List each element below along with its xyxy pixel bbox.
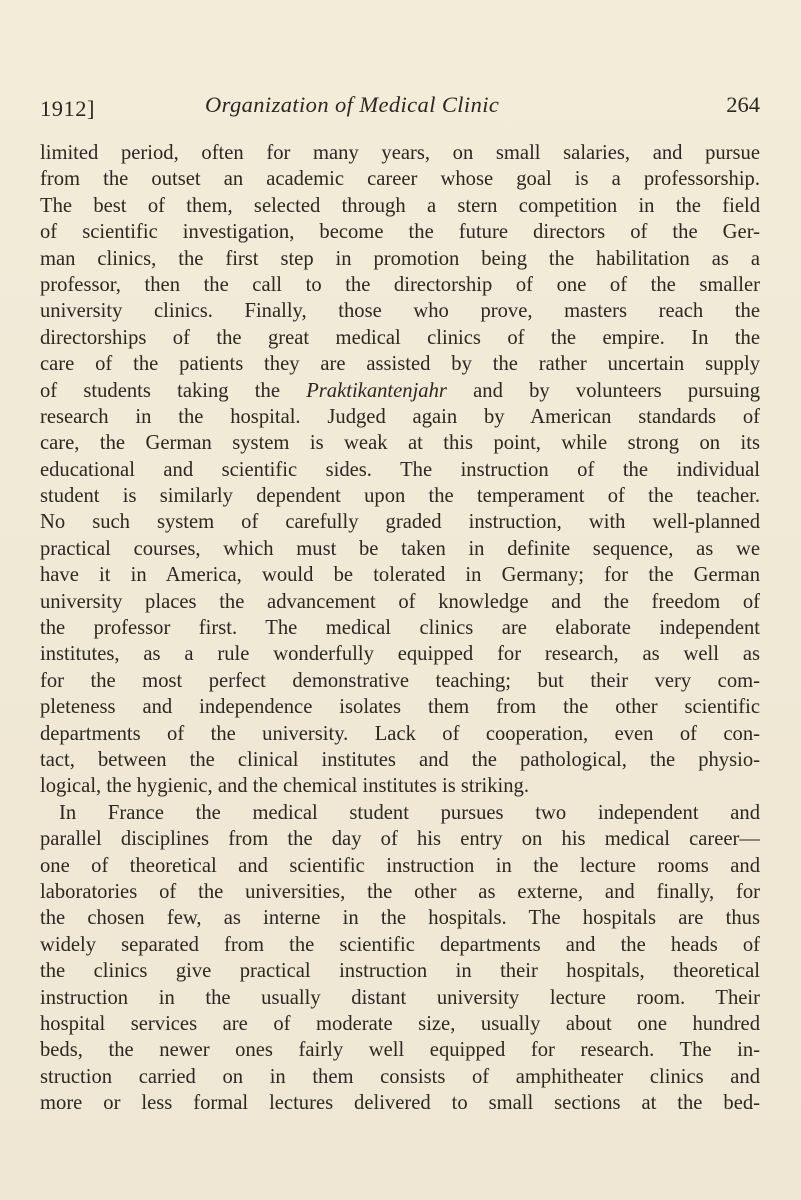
text-line: departments of the university. Lack of cooperation, even of con- xyxy=(40,722,760,745)
running-head-title: Organization of Medical Clinic xyxy=(205,92,500,117)
text-line: man clinics, the first step in promotion being the habilitation as a xyxy=(40,247,760,270)
text-line: care, the German system is weak at this point, while strong on its xyxy=(40,432,760,455)
running-head-year: 1912] xyxy=(40,96,95,121)
text-line: care of the patients they are assisted by the rather uncertain supply xyxy=(40,353,760,376)
text-line: more or less formal lectures delivered to small sections at the bed- xyxy=(40,1092,760,1115)
page-number: 264 xyxy=(726,92,760,117)
text-line: parallel disciplines from the day of his entry on his medical career— xyxy=(40,828,760,851)
text-line: of students taking the Praktikantenjahr and by volunteers pursuing xyxy=(40,379,760,402)
text-line: directorships of the great medical clinics of the empire. In the xyxy=(40,326,760,349)
italic-term: Praktikantenjahr xyxy=(306,379,447,402)
text-line: widely separated from the scientific departments and the heads of xyxy=(40,933,760,956)
running-header xyxy=(40,92,760,128)
body-text xyxy=(40,140,760,1116)
text-line: institutes, as a rule wonderfully equipped for research, as well as xyxy=(40,643,760,666)
text-line: limited period, often for many years, on small salaries, and pursue xyxy=(40,142,760,164)
text-line: instruction in the usually distant university lecture room. Their xyxy=(40,986,760,1009)
text-line: No such system of carefully graded instruction, with well-planned xyxy=(40,511,760,534)
text-line: laboratories of the universities, the other as externe, and finally, for xyxy=(40,880,760,903)
text-line: professor, then the call to the directorship of one of the smaller xyxy=(40,273,760,296)
text-line: of scientific investigation, become the future directors of the Ger- xyxy=(40,221,760,244)
text-line: university clinics. Finally, those who prove, masters reach the xyxy=(40,300,760,323)
text-line: struction carried on in them consists of amphitheater clinics and xyxy=(40,1065,760,1088)
text-line: practical courses, which must be taken in definite sequence, as we xyxy=(40,537,760,560)
text-line: The best of them, selected through a stern competition in the field xyxy=(40,194,760,217)
text-line: educational and scientific sides. The instruction of the individual xyxy=(40,458,760,481)
text-line: beds, the newer ones fairly well equipped for research. The in- xyxy=(40,1039,760,1062)
text-line: the professor first. The medical clinics are elaborate independent xyxy=(40,617,760,640)
text-line: the chosen few, as interne in the hospitals. The hospitals are thus xyxy=(40,907,760,930)
text-line: from the outset an academic career whose goal is a professorship. xyxy=(40,168,760,191)
paragraph-end-line: logical, the hygienic, and the chemical institutes is striking. xyxy=(40,775,529,798)
text-line: for the most perfect demonstrative teaching; but their very com- xyxy=(40,669,760,692)
text-line: student is similarly dependent upon the temperament of the teacher. xyxy=(40,485,760,508)
text-line: pleteness and independence isolates them from the other scientific xyxy=(40,696,760,719)
text-line: the clinics give practical instruction in their hospitals, theoretical xyxy=(40,960,760,983)
text-line: research in the hospital. Judged again by American standards of xyxy=(40,405,760,428)
text-line: have it in America, would be tolerated in Germany; for the German xyxy=(40,564,760,587)
text-line: tact, between the clinical institutes and the pathological, the physio- xyxy=(40,748,760,771)
text-line: hospital services are of moderate size, usually about one hundred xyxy=(40,1012,760,1035)
text-line: one of theoretical and scientific instruction in the lecture rooms and xyxy=(40,854,760,877)
text-line: university places the advancement of knowledge and the freedom of xyxy=(40,590,760,613)
paragraph-start-line: In France the medical student pursues two independent and xyxy=(59,801,760,824)
